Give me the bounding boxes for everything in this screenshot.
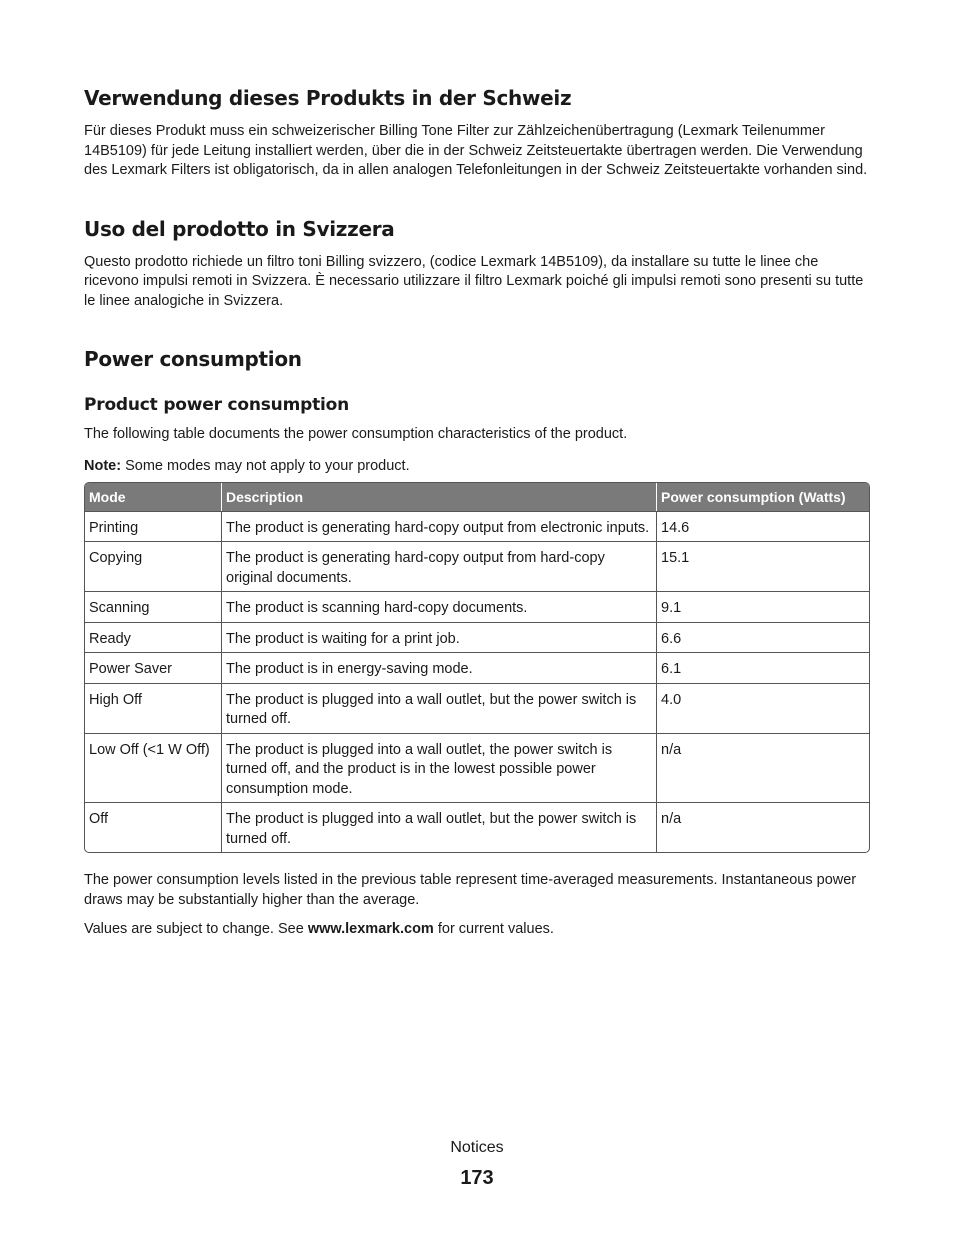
cell-power: n/a [657,733,869,803]
cell-mode: Printing [85,511,222,542]
cell-power: 14.6 [657,511,869,542]
cell-power: 15.1 [657,541,869,591]
table-row [85,541,869,591]
power-consumption-table [84,482,870,853]
cell-mode: Power Saver [85,652,222,683]
section-title-swiss-de: Verwendung dieses Produkts in der Schweiz [84,86,572,110]
cell-description: The product is waiting for a print job. [222,622,657,653]
table-row [85,802,869,852]
cell-power: 4.0 [657,683,869,733]
table-row [85,652,869,683]
cell-description: The product is plugged into a wall outlet, but the power switch is turned off. [222,683,657,733]
power-intro: The following table documents the power consumption characteristics of the product. [84,426,628,442]
cell-description: The product is plugged into a wall outlet, the power switch is turned off, and the product is in the lowest possible power consumption mode. [222,733,657,803]
section-title-power: Power consumption [84,347,302,371]
cell-description: The product is scanning hard-copy documents. [222,591,657,622]
lexmark-website-link[interactable]: www.lexmark.com [307,921,434,937]
note-label: Note: [84,457,122,474]
header-description: Description [222,483,657,511]
cell-description: The product is generating hard-copy output from electronic inputs. [222,511,657,542]
cell-description: The product is in energy-saving mode. [222,652,657,683]
cell-mode: Ready [85,622,222,653]
section-body-swiss-it: Questo prodotto richiede un filtro toni Billing svizzero, (codice Lexmark 14B5109), da installare su tutte le linee che ricevono impulsi remoti in Svizzera. È necessario utilizzare il filtro Lexmark poiché gli impulsi remoti sono presenti su tutte le linee analogiche in Svizzera. [84,253,864,309]
cell-mode: High Off [85,683,222,733]
values-note-post: for current values. [433,921,554,937]
cell-description: The product is plugged into a wall outlet, but the power switch is turned off. [222,802,657,852]
after-table-para: The power consumption levels listed in the previous table represent time-averaged measurements. Instantaneous power draws may be substantially higher than the average. [84,872,857,908]
values-note-para [84,920,870,940]
header-power: Power consumption (Watts) [657,483,869,511]
table-row [85,511,869,542]
table-row [85,591,869,622]
section-title-swiss-it: Uso del prodotto in Svizzera [84,216,395,241]
cell-power: 6.6 [657,622,869,653]
page-number: 173 [460,1167,494,1189]
page-content [84,86,870,940]
table-row [85,683,869,733]
cell-mode: Off [85,802,222,852]
values-note-pre: Values are subject to change. See [84,921,308,937]
power-note [84,457,870,477]
note-text: Some modes may not apply to your product. [121,457,410,474]
cell-mode: Scanning [85,591,222,622]
table-row [85,622,869,653]
table-header-row [85,483,869,511]
section-body-swiss-de: Für dieses Produkt muss ein schweizerischer Billing Tone Filter zur Zählzeichenübertragung (Lexmark Teilenummer 14B5109) für jede Leitung installiert werden, über die in der Schweiz Zeitsteuertakte übertragen werden. Die Verwendung des Lexmark Filters ist obligatorisch, da in allen analogen Telefonleitungen in der Schweiz Zeitsteuertakte vorhanden sind. [84,123,868,178]
cell-mode: Copying [85,541,222,591]
cell-mode: Low Off (<1 W Off) [85,733,222,803]
footer-section-label: Notices [450,1139,504,1156]
cell-power: 6.1 [657,652,869,683]
cell-power: 9.1 [657,591,869,622]
subsection-title-power: Product power consumption [84,395,349,415]
cell-description: The product is generating hard-copy output from hard-copy original documents. [222,541,657,591]
cell-power: n/a [657,802,869,852]
header-mode: Mode [85,483,222,511]
table-row [85,733,869,803]
